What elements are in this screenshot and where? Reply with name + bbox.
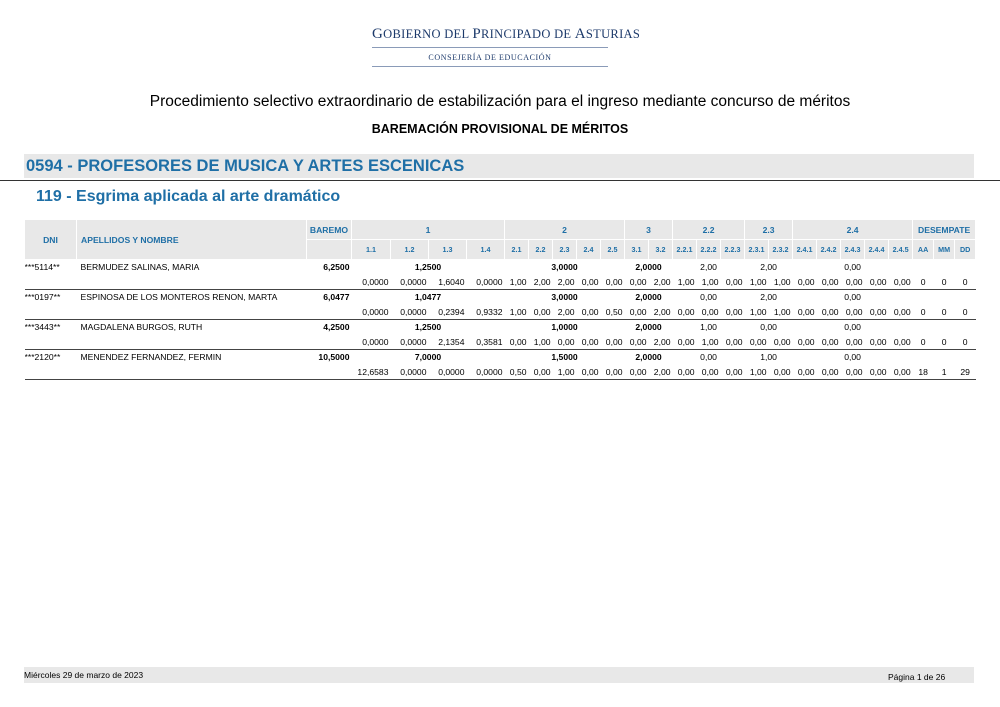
row-group-3: 2,0000 — [635, 292, 662, 302]
row-detail-value: 1,00 — [529, 335, 553, 350]
logo-text-2: RINCIPADO DE — [481, 27, 575, 41]
row-detail-value: 0,00 — [505, 335, 529, 350]
row-dni: ***2120** — [24, 352, 61, 362]
row-detail-value: 0,0000 — [352, 275, 391, 290]
row-group-2-4: 0,00 — [844, 352, 861, 362]
row-detail-value: 1,00 — [505, 275, 529, 290]
row-detail-value: 0,00 — [673, 305, 697, 320]
row-detail-value: 0,00 — [601, 335, 625, 350]
row-group-2: 1,0000 — [551, 322, 578, 332]
table-row — [25, 290, 976, 305]
row-group-2-3: 0,00 — [760, 322, 777, 332]
row-detail-value: 0 — [934, 335, 955, 350]
header-name: APELLIDOS Y NOMBRE — [77, 220, 307, 260]
row-detail-value: 0,00 — [745, 335, 769, 350]
row-detail-value: 0,2394 — [429, 305, 467, 320]
header-sub-2-1: 2.1 — [505, 240, 529, 260]
logo-cap-g: G — [372, 26, 384, 42]
row-desempate-blank — [913, 260, 976, 275]
header-sub-3-1: 3.1 — [625, 240, 649, 260]
row-detail-value: 0,9332 — [467, 305, 505, 320]
header-baremo-blank — [307, 240, 352, 260]
row-group-1: 7,0000 — [414, 352, 442, 362]
row-detail-value: 0,00 — [697, 365, 721, 380]
row-group-2-2: 1,00 — [700, 322, 717, 332]
row-detail-value: 1,00 — [745, 365, 769, 380]
row-detail-value: 0,00 — [817, 365, 841, 380]
logo-divider — [372, 47, 608, 48]
row-group-3: 2,0000 — [635, 352, 662, 362]
row-detail-value: 2,00 — [529, 275, 553, 290]
row-detail-value: 0,00 — [889, 305, 913, 320]
row-detail-value: 0,0000 — [391, 305, 429, 320]
row-group-2-4: 0,00 — [844, 262, 861, 272]
row-name: MENENDEZ FERNANDEZ, FERMIN — [80, 352, 222, 362]
row-detail-value: 0 — [955, 275, 976, 290]
row-name: BERMUDEZ SALINAS, MARIA — [80, 262, 200, 272]
row-detail-value: 0,00 — [889, 275, 913, 290]
row-detail-blank — [25, 365, 352, 380]
row-detail-value: 0,00 — [841, 365, 865, 380]
row-detail-value: 0,00 — [817, 305, 841, 320]
row-detail-value: 2,1354 — [429, 335, 467, 350]
header-group-3: 3 — [625, 220, 673, 240]
header-sub-2-3-2: 2.3.2 — [769, 240, 793, 260]
row-detail-value: 0,50 — [601, 305, 625, 320]
row-detail-value: 0,00 — [601, 275, 625, 290]
row-detail-value: 0,00 — [889, 365, 913, 380]
row-detail-value: 0,00 — [601, 365, 625, 380]
row-detail-blank — [25, 305, 352, 320]
row-detail-value: 0,00 — [889, 335, 913, 350]
row-detail-value: 2,00 — [649, 335, 673, 350]
speciality-title: 119 - Esgrima aplicada al arte dramático — [36, 188, 341, 205]
row-detail-value: 0,00 — [841, 305, 865, 320]
row-detail-value: 2,00 — [553, 305, 577, 320]
row-detail-value: 0,00 — [769, 335, 793, 350]
header-sub-dd: DD — [955, 240, 976, 260]
row-detail-value: 0,00 — [721, 305, 745, 320]
row-detail-value: 0,0000 — [467, 365, 505, 380]
row-detail-value: 0,00 — [625, 335, 649, 350]
row-detail-value: 0,0000 — [429, 365, 467, 380]
document-subtitle: BAREMACIÓN PROVISIONAL DE MÉRITOS — [371, 122, 629, 136]
row-detail-value: 0,00 — [841, 275, 865, 290]
header-sub-2-2-1: 2.2.1 — [673, 240, 697, 260]
row-detail-value: 0,00 — [865, 305, 889, 320]
row-detail-value: 0,00 — [673, 365, 697, 380]
row-detail-value: 0 — [934, 275, 955, 290]
row-group-2: 1,5000 — [551, 352, 578, 362]
header-sub-2-3: 2.3 — [553, 240, 577, 260]
row-desempate-blank — [913, 350, 976, 365]
row-detail-value: 0,00 — [793, 365, 817, 380]
row-detail-value: 0,0000 — [352, 335, 391, 350]
row-detail-value: 2,00 — [649, 275, 673, 290]
header-sub-mm: MM — [934, 240, 955, 260]
row-detail-value: 0,00 — [817, 275, 841, 290]
row-baremo: 10,5000 — [318, 352, 350, 362]
row-detail-value: 0,00 — [721, 335, 745, 350]
row-name: ESPINOSA DE LOS MONTEROS RENON, MARTA — [80, 292, 278, 302]
row-dni: ***5114** — [24, 262, 60, 272]
header-sub-2-4: 2.4 — [577, 240, 601, 260]
header-group-2: 2 — [505, 220, 625, 240]
header-sub-1-1: 1.1 — [352, 240, 391, 260]
row-detail-value: 1,00 — [769, 305, 793, 320]
row-detail-value: 0 — [913, 275, 934, 290]
row-detail-value: 0,00 — [793, 275, 817, 290]
logo-text-3: STURIAS — [585, 27, 641, 41]
row-detail-value: 0,00 — [817, 335, 841, 350]
row-name: MAGDALENA BURGOS, RUTH — [80, 322, 203, 332]
footer-bar — [24, 667, 974, 683]
row-group-2-4: 0,00 — [844, 322, 861, 332]
header-group-desempate: DESEMPATE — [913, 220, 976, 240]
merits-table — [24, 219, 976, 380]
row-detail-blank — [25, 275, 352, 290]
header-dni: DNI — [25, 220, 77, 260]
table-row — [25, 260, 976, 275]
row-detail-value: 0 — [955, 335, 976, 350]
header-sub-2-2-2: 2.2.2 — [697, 240, 721, 260]
header-sub-2-3-1: 2.3.1 — [745, 240, 769, 260]
row-detail-value: 1,6040 — [429, 275, 467, 290]
row-detail-value: 12,6583 — [352, 365, 391, 380]
row-group-2-3: 2,00 — [760, 262, 777, 272]
section-divider — [0, 180, 1000, 181]
header-group-2-2: 2.2 — [673, 220, 745, 240]
row-group-2: 3,0000 — [551, 292, 578, 302]
logo-text-1: OBIERNO DEL — [383, 27, 473, 41]
row-detail-value: 0,00 — [577, 275, 601, 290]
row-detail-value: 1,00 — [697, 335, 721, 350]
row-detail-value: 0,0000 — [391, 365, 429, 380]
row-desempate-blank — [913, 290, 976, 305]
row-baremo: 4,2500 — [323, 322, 350, 332]
row-detail-value: 0,00 — [625, 305, 649, 320]
header-sub-aa: AA — [913, 240, 934, 260]
footer-date: Miércoles 29 de marzo de 2023 — [24, 670, 144, 680]
row-detail-value: 0,00 — [793, 335, 817, 350]
row-detail-value: 0 — [955, 305, 976, 320]
row-detail-value: 0,00 — [721, 365, 745, 380]
row-detail-value: 0,0000 — [352, 305, 391, 320]
row-baremo: 6,0477 — [323, 292, 350, 302]
table-row-detail — [25, 365, 976, 380]
row-detail-value: 0,00 — [625, 275, 649, 290]
row-detail-value: 2,00 — [649, 365, 673, 380]
logo-cap-p: P — [472, 26, 482, 42]
logo-cap-a: A — [574, 26, 586, 42]
row-group-1: 1,2500 — [414, 322, 442, 332]
header-logo — [372, 26, 641, 67]
row-group-2-4: 0,00 — [844, 292, 861, 302]
table-row-detail — [25, 335, 976, 350]
row-detail-value: 0 — [913, 335, 934, 350]
row-baremo: 6,2500 — [323, 262, 350, 272]
row-detail-value: 1,00 — [745, 275, 769, 290]
row-detail-value: 0,00 — [793, 305, 817, 320]
header-group-2-3: 2.3 — [745, 220, 793, 240]
table-row-detail — [25, 305, 976, 320]
row-group-2-3: 2,00 — [760, 292, 777, 302]
merits-table-body — [25, 260, 976, 380]
row-detail-value: 0,00 — [769, 365, 793, 380]
row-detail-value: 1,00 — [697, 275, 721, 290]
row-detail-value: 1,00 — [769, 275, 793, 290]
row-detail-value: 0,00 — [529, 305, 553, 320]
header-sub-2-4-2: 2.4.2 — [817, 240, 841, 260]
header-sub-2-4-5: 2.4.5 — [889, 240, 913, 260]
header-sub-2-4-4: 2.4.4 — [865, 240, 889, 260]
row-group-2-3: 1,00 — [760, 352, 777, 362]
row-group-2-2: 0,00 — [700, 352, 717, 362]
row-detail-value: 0,00 — [865, 365, 889, 380]
row-detail-value: 1 — [934, 365, 955, 380]
row-detail-value: 0,00 — [721, 275, 745, 290]
header-sub-2-5: 2.5 — [601, 240, 625, 260]
row-detail-value: 0 — [913, 305, 934, 320]
row-detail-value: 1,00 — [553, 365, 577, 380]
row-detail-value: 29 — [955, 365, 976, 380]
row-detail-value: 0,00 — [577, 335, 601, 350]
row-detail-value: 1,00 — [673, 275, 697, 290]
row-detail-value: 0,00 — [697, 305, 721, 320]
body-title: 0594 - PROFESORES DE MUSICA Y ARTES ESCENICAS — [26, 157, 465, 175]
row-detail-value: 0,3581 — [467, 335, 505, 350]
logo-divider-bottom — [372, 66, 608, 67]
row-dni: ***0197** — [24, 292, 61, 302]
row-group-2: 3,0000 — [551, 262, 578, 272]
row-group-3: 2,0000 — [635, 262, 662, 272]
row-detail-value: 0 — [934, 305, 955, 320]
row-group-2-2: 2,00 — [700, 262, 717, 272]
row-detail-blank — [25, 335, 352, 350]
row-detail-value: 0,00 — [673, 335, 697, 350]
header-sub-3-2: 3.2 — [649, 240, 673, 260]
table-row — [25, 350, 976, 365]
row-detail-value: 0,00 — [865, 335, 889, 350]
row-desempate-blank — [913, 320, 976, 335]
row-dni: ***3443** — [24, 322, 61, 332]
row-detail-value: 0,00 — [577, 365, 601, 380]
row-detail-value: 1,00 — [745, 305, 769, 320]
row-detail-value: 0,00 — [577, 305, 601, 320]
header-sub-2-4-1: 2.4.1 — [793, 240, 817, 260]
row-detail-value: 2,00 — [649, 305, 673, 320]
row-detail-value: 1,00 — [505, 305, 529, 320]
row-group-3: 2,0000 — [635, 322, 662, 332]
procedure-title: Procedimiento selectivo extraordinario de estabilización para el ingreso mediante concurso de méritos — [149, 93, 851, 110]
row-detail-value: 0,00 — [841, 335, 865, 350]
row-group-2-2: 0,00 — [700, 292, 717, 302]
header-sub-2-2: 2.2 — [529, 240, 553, 260]
row-group-1: 1,2500 — [414, 262, 442, 272]
row-group-1: 1,0477 — [414, 292, 442, 302]
header-sub-1-2: 1.2 — [391, 240, 429, 260]
logo-subtitle: CONSEJERÍA DE EDUCACIÓN — [428, 53, 552, 62]
row-detail-value: 0,00 — [553, 335, 577, 350]
row-detail-value: 2,00 — [553, 275, 577, 290]
row-detail-value: 18 — [913, 365, 934, 380]
logo-title — [372, 26, 641, 43]
row-detail-value: 0,00 — [865, 275, 889, 290]
header-sub-2-2-3: 2.2.3 — [721, 240, 745, 260]
header-sub-2-4-3: 2.4.3 — [841, 240, 865, 260]
row-detail-value: 0,0000 — [467, 275, 505, 290]
row-detail-value: 0,50 — [505, 365, 529, 380]
row-detail-value: 0,00 — [529, 365, 553, 380]
row-detail-value: 0,0000 — [391, 275, 429, 290]
header-group-2-4: 2.4 — [793, 220, 913, 240]
header-sub-1-4: 1.4 — [467, 240, 505, 260]
header-baremo: BAREMO — [307, 220, 352, 240]
table-row-detail — [25, 275, 976, 290]
footer-page-number: Página 1 de 26 — [888, 672, 946, 682]
table-row — [25, 320, 976, 335]
header-sub-1-3: 1.3 — [429, 240, 467, 260]
row-detail-value: 0,0000 — [391, 335, 429, 350]
row-detail-value: 0,00 — [625, 365, 649, 380]
header-group-1: 1 — [352, 220, 505, 240]
